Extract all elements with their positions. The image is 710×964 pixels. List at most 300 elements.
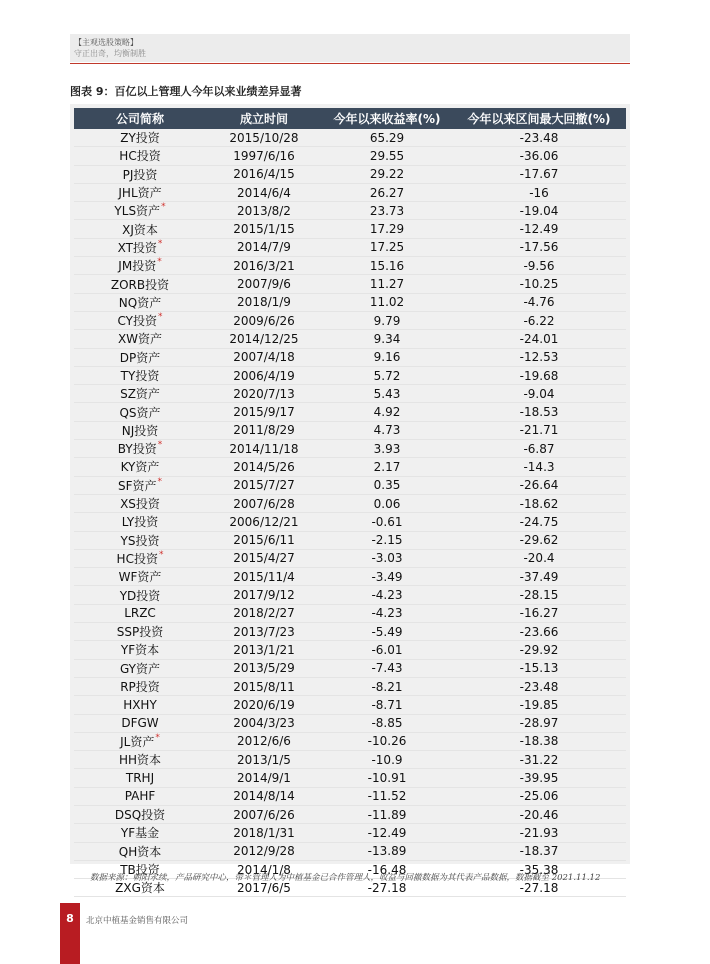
table-row	[74, 659, 626, 677]
table-row	[74, 769, 626, 787]
cell-date	[206, 586, 322, 604]
cell-name	[74, 147, 206, 165]
cell-date-text: 2015/11/4	[233, 569, 295, 584]
cell-return-text: -4.23	[371, 606, 403, 621]
cell-date-text: 2014/8/14	[233, 789, 295, 804]
table-row	[74, 147, 626, 165]
cell-date	[206, 549, 322, 567]
cell-date-text: 2018/1/31	[233, 825, 295, 840]
cell-date-text: 2015/7/27	[233, 478, 295, 493]
table-row	[74, 696, 626, 714]
table-row	[74, 714, 626, 732]
cell-date-text: 2006/4/19	[233, 368, 295, 383]
manager-performance-table	[74, 108, 626, 897]
partner-star-mark: *	[158, 312, 163, 323]
table-row	[74, 366, 626, 384]
cell-drawdown	[452, 440, 626, 458]
partner-star-mark: *	[158, 549, 164, 560]
cell-name	[74, 257, 206, 275]
col-header-name: 公司简称	[74, 108, 206, 129]
cell-name-text: JM投资	[118, 259, 157, 274]
cell-return-text: -10.9	[371, 752, 403, 767]
table-row	[74, 623, 626, 641]
cell-name	[74, 494, 206, 512]
cell-drawdown	[452, 293, 626, 311]
cell-date	[206, 403, 322, 421]
cell-name-text: KY资产	[120, 460, 160, 475]
cell-drawdown	[452, 714, 626, 732]
cell-name-text: QS资产	[119, 405, 161, 420]
cell-drawdown-text: -25.06	[519, 789, 559, 804]
cell-date-text: 2015/9/17	[233, 405, 295, 420]
cell-drawdown	[452, 842, 626, 860]
cell-return-text: -10.91	[367, 771, 407, 786]
cell-drawdown	[452, 824, 626, 842]
cell-drawdown-text: -14.3	[523, 459, 555, 474]
cell-return-text: -11.89	[367, 807, 407, 822]
header-slogan: 守正出奇，均衡制胜	[74, 49, 146, 58]
cell-name-text: YF基金	[120, 826, 160, 841]
cell-drawdown-text: -6.22	[523, 313, 555, 328]
cell-date-text: 2014/9/1	[237, 771, 291, 786]
table-row	[74, 183, 626, 201]
cell-return	[322, 385, 452, 403]
cell-return	[322, 732, 452, 750]
cell-drawdown-text: -26.64	[519, 478, 559, 493]
cell-date-text: 1997/6/16	[233, 148, 295, 163]
table-row	[74, 129, 626, 147]
cell-return	[322, 568, 452, 586]
cell-drawdown	[452, 805, 626, 823]
cell-name-text: PJ投资	[122, 167, 158, 182]
cell-drawdown-text: -9.04	[523, 386, 555, 401]
cell-name	[74, 330, 206, 348]
cell-return-text: 17.25	[369, 240, 405, 255]
cell-return	[322, 293, 452, 311]
cell-date	[206, 440, 322, 458]
cell-return	[322, 824, 452, 842]
table-row	[74, 385, 626, 403]
cell-return	[322, 257, 452, 275]
table-row	[74, 311, 626, 329]
cell-return-text: -27.18	[367, 880, 407, 895]
cell-name-text: NJ投资	[121, 423, 159, 438]
cell-drawdown	[452, 238, 626, 256]
table-row	[74, 842, 626, 860]
cell-drawdown-text: -23.48	[519, 130, 559, 145]
cell-name	[74, 513, 206, 531]
cell-return-text: 11.02	[369, 295, 405, 310]
cell-drawdown	[452, 769, 626, 787]
cell-date	[206, 421, 322, 439]
cell-return-text: 0.35	[373, 478, 401, 493]
cell-return-text: -3.49	[371, 569, 403, 584]
cell-return	[322, 330, 452, 348]
cell-return	[322, 202, 452, 220]
cell-name	[74, 129, 206, 147]
cell-name	[74, 842, 206, 860]
cell-drawdown	[452, 568, 626, 586]
cell-return-text: 9.79	[373, 313, 401, 328]
cell-name	[74, 476, 206, 494]
cell-date-text: 2011/8/29	[233, 423, 295, 438]
cell-drawdown-text: -15.13	[519, 661, 559, 676]
cell-date	[206, 714, 322, 732]
cell-date	[206, 183, 322, 201]
cell-return	[322, 403, 452, 421]
cell-date	[206, 238, 322, 256]
cell-name	[74, 531, 206, 549]
cell-name-text: WF资产	[118, 570, 162, 585]
table-row	[74, 531, 626, 549]
cell-return-text: -6.01	[371, 642, 403, 657]
cell-drawdown-text: -24.75	[519, 514, 559, 529]
cell-date-text: 2004/3/23	[233, 716, 295, 731]
source-note: 数据来源：朝阳永续，产品研究中心，带＊管理人为中植基金已合作管理人，收益与回撤数据为其代表产品数据，数据截至 2021.11.12	[90, 873, 601, 883]
cell-date-text: 2015/8/11	[233, 679, 295, 694]
cell-drawdown-text: -16	[529, 185, 549, 200]
cell-return	[322, 440, 452, 458]
table-row	[74, 568, 626, 586]
cell-return-text: 5.72	[373, 368, 401, 383]
cell-drawdown	[452, 385, 626, 403]
table-row	[74, 165, 626, 183]
cell-return-text: 2.17	[373, 459, 401, 474]
cell-date-text: 2018/2/27	[233, 606, 295, 621]
cell-return	[322, 586, 452, 604]
cell-drawdown-text: -19.85	[519, 697, 559, 712]
table-row	[74, 275, 626, 293]
cell-name-text: DP资产	[119, 350, 161, 365]
cell-drawdown	[452, 275, 626, 293]
cell-name	[74, 641, 206, 659]
cell-return-text: -7.43	[371, 661, 403, 676]
cell-date	[206, 366, 322, 384]
cell-return	[322, 549, 452, 567]
cell-date	[206, 129, 322, 147]
cell-name	[74, 769, 206, 787]
cell-return	[322, 311, 452, 329]
cell-name	[74, 421, 206, 439]
cell-drawdown	[452, 458, 626, 476]
table-header-row	[74, 108, 626, 129]
cell-drawdown	[452, 311, 626, 329]
cell-name	[74, 220, 206, 238]
cell-date-text: 2012/6/6	[237, 734, 291, 749]
cell-drawdown	[452, 696, 626, 714]
cell-drawdown	[452, 348, 626, 366]
cell-drawdown	[452, 476, 626, 494]
company-name: 北京中植基金销售有限公司	[86, 916, 189, 926]
cell-return-text: 29.55	[369, 148, 405, 163]
cell-return-text: -3.03	[371, 551, 403, 566]
cell-drawdown-text: -23.48	[519, 679, 559, 694]
cell-name-text: ZY投资	[120, 131, 160, 146]
cell-drawdown	[452, 129, 626, 147]
cell-drawdown-text: -12.53	[519, 350, 559, 365]
cell-date-text: 2016/3/21	[233, 258, 295, 273]
cell-return	[322, 476, 452, 494]
cell-name-text: LRZC	[124, 606, 156, 621]
cell-return-text: 26.27	[369, 185, 405, 200]
header-divider	[70, 63, 630, 64]
cell-drawdown-text: -16.27	[519, 606, 559, 621]
cell-name	[74, 623, 206, 641]
table-row	[74, 513, 626, 531]
cell-name-text: YF资本	[120, 643, 160, 658]
table-row	[74, 293, 626, 311]
header-band	[70, 34, 630, 62]
cell-return	[322, 531, 452, 549]
cell-drawdown-text: -17.67	[519, 167, 559, 182]
cell-name	[74, 805, 206, 823]
cell-return-text: 9.34	[373, 331, 401, 346]
cell-drawdown-text: -18.37	[519, 844, 559, 859]
cell-name	[74, 311, 206, 329]
cell-drawdown	[452, 751, 626, 769]
cell-return-text: 23.73	[369, 203, 405, 218]
cell-name	[74, 183, 206, 201]
cell-date-text: 2007/6/28	[233, 496, 295, 511]
cell-return	[322, 275, 452, 293]
cell-date	[206, 202, 322, 220]
cell-name-text: ZXG资本	[115, 881, 165, 896]
cell-name-text: JL资产	[120, 734, 155, 749]
cell-drawdown-text: -9.56	[523, 258, 555, 273]
cell-return	[322, 696, 452, 714]
table-row	[74, 549, 626, 567]
partner-star-mark: *	[157, 257, 162, 268]
col-header-date: 成立时间	[206, 108, 322, 129]
cell-drawdown	[452, 165, 626, 183]
cell-return	[322, 842, 452, 860]
table-row	[74, 732, 626, 750]
cell-drawdown-text: -18.62	[519, 496, 559, 511]
table-row	[74, 677, 626, 695]
cell-return-text: 0.06	[373, 496, 401, 511]
table-row	[74, 458, 626, 476]
cell-date-text: 2014/1/8	[237, 862, 291, 877]
cell-name	[74, 568, 206, 586]
table-row	[74, 586, 626, 604]
cell-return-text: -8.21	[371, 679, 403, 694]
cell-name-text: XJ资本	[122, 222, 158, 237]
cell-return-text: 4.92	[373, 405, 401, 420]
cell-name-text: QH资本	[118, 844, 162, 859]
cell-date-text: 2007/4/18	[233, 350, 295, 365]
cell-drawdown	[452, 202, 626, 220]
cell-drawdown	[452, 366, 626, 384]
cell-date	[206, 385, 322, 403]
cell-return-text: 4.73	[373, 423, 401, 438]
cell-name-text: TY投资	[120, 369, 160, 383]
cell-date	[206, 147, 322, 165]
cell-return-text: 3.93	[373, 441, 401, 456]
cell-drawdown-text: -36.06	[519, 148, 559, 163]
cell-date-text: 2014/7/9	[237, 240, 291, 255]
cell-name-text: HC投资	[119, 149, 161, 164]
table-row	[74, 476, 626, 494]
cell-return	[322, 220, 452, 238]
table-row	[74, 330, 626, 348]
cell-drawdown-text: -19.04	[519, 203, 559, 218]
cell-drawdown-text: -21.71	[519, 423, 559, 438]
cell-date	[206, 824, 322, 842]
cell-date-text: 2015/1/15	[233, 222, 295, 237]
cell-date-text: 2007/9/6	[237, 277, 291, 292]
cell-drawdown	[452, 641, 626, 659]
cell-drawdown-text: -19.68	[519, 368, 559, 383]
cell-return	[322, 348, 452, 366]
cell-return-text: -10.26	[367, 734, 407, 749]
cell-name-text: RP投资	[120, 680, 160, 695]
cell-drawdown-text: -21.93	[519, 825, 559, 840]
table-row	[74, 751, 626, 769]
cell-date	[206, 677, 322, 695]
table-row	[74, 641, 626, 659]
table-row	[74, 257, 626, 275]
cell-return-text: -5.49	[371, 624, 403, 639]
cell-name-text: LY投资	[121, 515, 159, 530]
table-row	[74, 421, 626, 439]
table-row	[74, 238, 626, 256]
cell-return	[322, 494, 452, 512]
cell-name-text: YD投资	[119, 588, 161, 603]
cell-return	[322, 805, 452, 823]
cell-name	[74, 751, 206, 769]
partner-star-mark: *	[155, 732, 160, 743]
cell-return	[322, 787, 452, 805]
cell-name	[74, 165, 206, 183]
cell-name-text: SF资产	[117, 478, 157, 493]
cell-name-text: HXHY	[123, 697, 157, 712]
cell-return	[322, 129, 452, 147]
cell-date-text: 2017/6/5	[237, 880, 291, 895]
cell-name-text: YS投资	[120, 533, 160, 548]
table-row	[74, 202, 626, 220]
cell-date	[206, 805, 322, 823]
cell-drawdown-text: -37.49	[519, 569, 559, 584]
cell-return	[322, 183, 452, 201]
cell-date-text: 2015/4/27	[233, 551, 295, 566]
cell-name	[74, 366, 206, 384]
cell-drawdown-text: -20.46	[519, 807, 559, 822]
cell-name	[74, 403, 206, 421]
cell-drawdown	[452, 513, 626, 531]
cell-date	[206, 494, 322, 512]
cell-date	[206, 696, 322, 714]
cell-date-text: 2013/1/21	[233, 642, 295, 657]
cell-date	[206, 220, 322, 238]
cell-drawdown-text: -39.95	[519, 771, 559, 786]
cell-name	[74, 348, 206, 366]
cell-date-text: 2013/5/29	[233, 661, 295, 676]
cell-drawdown-text: -12.49	[519, 222, 559, 237]
cell-name	[74, 275, 206, 293]
table-row	[74, 787, 626, 805]
cell-name	[74, 604, 206, 622]
cell-date-text: 2014/12/25	[229, 331, 299, 346]
cell-date	[206, 293, 322, 311]
cell-return	[322, 641, 452, 659]
cell-drawdown	[452, 623, 626, 641]
cell-date	[206, 842, 322, 860]
cell-drawdown-text: -18.53	[519, 405, 559, 420]
cell-drawdown-text: -20.4	[523, 551, 555, 566]
cell-drawdown	[452, 220, 626, 238]
cell-date	[206, 275, 322, 293]
cell-return-text: -16.48	[367, 862, 407, 877]
cell-return	[322, 366, 452, 384]
cell-drawdown-text: -35.38	[519, 862, 559, 877]
cell-drawdown	[452, 586, 626, 604]
cell-name	[74, 586, 206, 604]
partner-star-mark: *	[157, 440, 163, 451]
cell-date	[206, 531, 322, 549]
cell-return-text: -11.52	[367, 789, 407, 804]
cell-return-text: 5.43	[373, 386, 401, 401]
cell-return-text: 65.29	[369, 130, 405, 145]
cell-date	[206, 751, 322, 769]
cell-name	[74, 293, 206, 311]
cell-date	[206, 641, 322, 659]
cell-name	[74, 659, 206, 677]
cell-name-text: SZ资产	[120, 387, 160, 402]
cell-drawdown-text: -29.62	[519, 533, 559, 548]
cell-name-text: HH资本	[118, 753, 162, 768]
cell-date	[206, 513, 322, 531]
cell-date	[206, 311, 322, 329]
cell-name	[74, 385, 206, 403]
cell-date-text: 2017/9/12	[233, 588, 295, 603]
cell-return	[322, 238, 452, 256]
cell-name	[74, 440, 206, 458]
cell-date	[206, 787, 322, 805]
cell-return-text: -12.49	[367, 825, 407, 840]
cell-date	[206, 659, 322, 677]
cell-drawdown-text: -6.87	[523, 441, 555, 456]
cell-name-text: CY投资	[117, 314, 157, 329]
cell-drawdown	[452, 677, 626, 695]
cell-drawdown	[452, 604, 626, 622]
cell-date-text: 2014/5/26	[233, 459, 295, 474]
cell-name-text: PAHF	[124, 789, 156, 804]
cell-drawdown-text: -28.15	[519, 588, 559, 603]
cell-date-text: 2013/8/2	[237, 203, 291, 218]
cell-date-text: 2012/9/28	[233, 844, 295, 859]
cell-return	[322, 714, 452, 732]
cell-return	[322, 769, 452, 787]
table-row	[74, 604, 626, 622]
cell-date	[206, 769, 322, 787]
partner-star-mark: *	[161, 202, 166, 213]
cell-drawdown-text: -31.22	[519, 752, 559, 767]
cell-name-text: GY资产	[119, 661, 161, 676]
cell-name-text: ZORB投资	[110, 277, 170, 292]
cell-date	[206, 330, 322, 348]
cell-name	[74, 238, 206, 256]
table-row	[74, 440, 626, 458]
cell-return	[322, 751, 452, 769]
cell-drawdown	[452, 421, 626, 439]
cell-drawdown-text: -29.92	[519, 642, 559, 657]
cell-name	[74, 549, 206, 567]
cell-return-text: -2.15	[371, 533, 403, 548]
cell-name-text: NQ资产	[118, 295, 162, 310]
cell-name	[74, 824, 206, 842]
cell-drawdown-text: -24.01	[519, 331, 559, 346]
figure-title: 图表 9：百亿以上管理人今年以来业绩差异显著	[70, 85, 302, 98]
